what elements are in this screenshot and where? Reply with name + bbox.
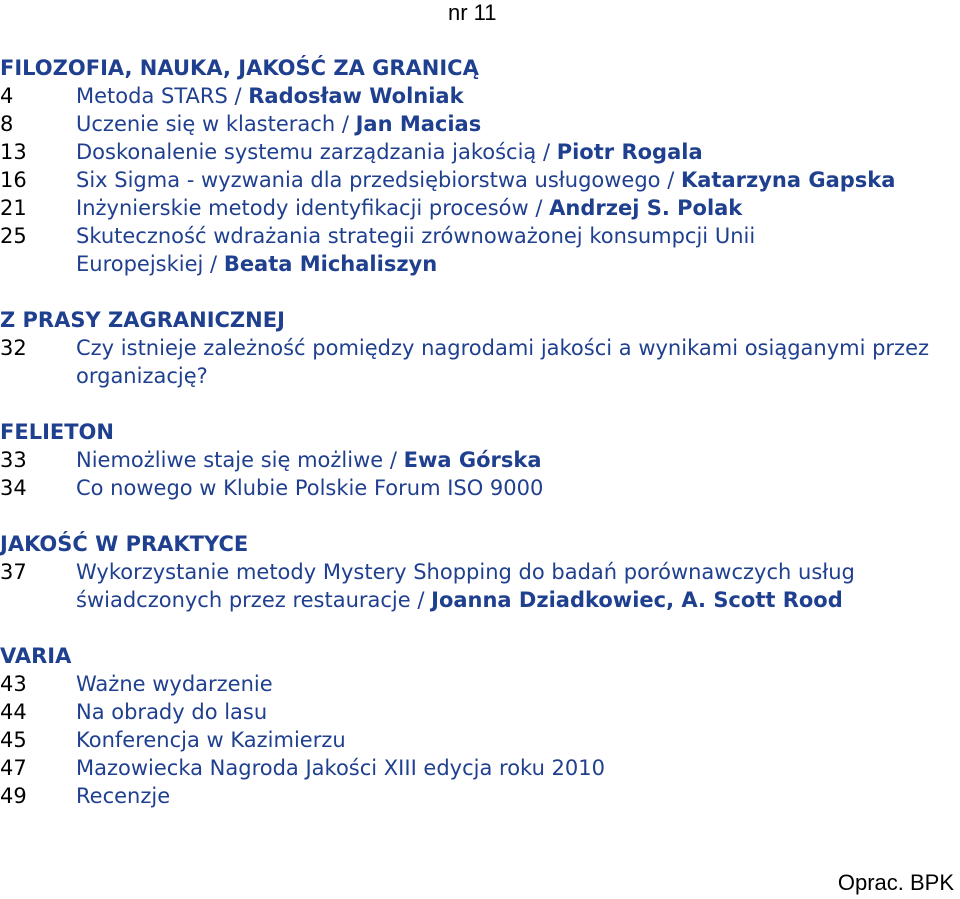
article-title: Czy istnieje zależność pomiędzy nagrodami jakości a wynikami osiąganymi przez organizację? — [76, 336, 930, 388]
article-title: Mazowiecka Nagroda Jakości XIII edycja roku 2010 — [76, 756, 605, 780]
toc-entry[interactable] — [0, 754, 958, 782]
page-number: 45 — [0, 728, 27, 752]
page-number: 43 — [0, 672, 27, 696]
article-author: Ewa Górska — [403, 448, 542, 472]
article-title: Niemożliwe staje się możliwe — [76, 448, 384, 472]
page-number: 44 — [0, 700, 27, 724]
section-spacer — [0, 614, 958, 642]
page-number: 49 — [0, 784, 27, 808]
article-title: Co nowego w Klubie Polskie Forum ISO 9000 — [76, 476, 544, 500]
toc-entry[interactable] — [0, 474, 958, 502]
page-number: 47 — [0, 756, 27, 780]
section-title: FILOZOFIA, NAUKA, JAKOŚĆ ZA GRANICĄ — [0, 56, 479, 80]
section-title: JAKOŚĆ W PRAKTYCE — [0, 532, 249, 556]
article-title: Inżynierskie metody identyfikacji procesów — [76, 196, 529, 220]
page-number: 16 — [0, 168, 27, 192]
section-title: FELIETON — [0, 420, 114, 444]
article-title: Na obrady do lasu — [76, 700, 268, 724]
toc-entry[interactable] — [0, 670, 958, 698]
section-title: Z PRASY ZAGRANICZNEJ — [0, 308, 285, 332]
page-number: 25 — [0, 224, 27, 248]
article-title: Konferencja w Kazimierzu — [76, 728, 346, 752]
issue-number: nr 11 — [448, 0, 497, 25]
toc-entry[interactable]: 33 Niemożliwe staje się możliwe / Ewa Górska — [0, 448, 542, 472]
toc-entry[interactable]: 4 Metoda STARS / Radosław Wolniak — [0, 84, 464, 108]
toc-entry[interactable]: 37 Wykorzystanie metody Mystery Shopping do badań porównawczych usług świadczonych przez restauracje / Joanna Dziadkowiec, A. Scott Rood — [0, 560, 855, 612]
article-author: Radosław Wolniak — [248, 84, 464, 108]
page-number: 37 — [0, 560, 27, 584]
article-title: Ważne wydarzenie — [76, 672, 273, 696]
page-number: 4 — [0, 84, 14, 108]
toc-entry[interactable] — [0, 726, 958, 754]
page-number: 21 — [0, 196, 27, 220]
section-title: VARIA — [0, 644, 72, 668]
toc-entry[interactable] — [0, 782, 958, 810]
article-title: Metoda STARS — [76, 84, 228, 108]
article-title: Skuteczność wdrażania strategii zrównoważonej konsumpcji Unii Europejskiej — [76, 224, 756, 276]
page-number: 32 — [0, 336, 27, 360]
page-number: 8 — [0, 112, 14, 136]
article-author: Andrzej S. Polak — [549, 196, 743, 220]
article-author: Katarzyna Gapska — [680, 168, 896, 192]
article-title: Uczenie się w klasterach — [76, 112, 336, 136]
article-title: Recenzje — [76, 784, 171, 808]
toc-entry[interactable] — [0, 698, 958, 726]
section-spacer — [0, 502, 958, 530]
page-number: 34 — [0, 476, 27, 500]
article-author: Joanna Dziadkowiec, A. Scott Rood — [431, 588, 843, 612]
toc-entry[interactable]: 21 Inżynierskie metody identyfikacji procesów / Andrzej S. Polak — [0, 196, 743, 220]
article-title: Doskonalenie systemu zarządzania jakością — [76, 140, 537, 164]
article-author: Piotr Rogala — [556, 140, 703, 164]
page-number: 13 — [0, 140, 27, 164]
toc-entry[interactable]: 16 Six Sigma - wyzwania dla przedsiębiorstwa usługowego / Katarzyna Gapska — [0, 168, 896, 192]
toc-entry[interactable]: 8 Uczenie się w klasterach / Jan Macias — [0, 112, 482, 136]
toc-entry[interactable]: 13 Doskonalenie systemu zarządzania jakością / Piotr Rogala — [0, 140, 703, 164]
page-number: 33 — [0, 448, 27, 472]
toc-entry[interactable]: 25 Skuteczność wdrażania strategii zrównoważonej konsumpcji Unii Europejskiej / Beata Michaliszyn — [0, 224, 756, 276]
article-title: Wykorzystanie metody Mystery Shopping do badań porównawczych usług świadczonych przez restauracje — [76, 560, 855, 612]
table-of-contents — [0, 54, 958, 810]
article-author: Jan Macias — [355, 112, 482, 136]
toc-entry[interactable] — [0, 334, 958, 390]
section-spacer — [0, 278, 958, 306]
section-spacer — [0, 390, 958, 418]
article-title: Six Sigma - wyzwania dla przedsiębiorstwa usługowego — [76, 168, 661, 192]
credit-note: Oprac. BPK — [837, 870, 954, 895]
article-author: Beata Michaliszyn — [223, 252, 438, 276]
